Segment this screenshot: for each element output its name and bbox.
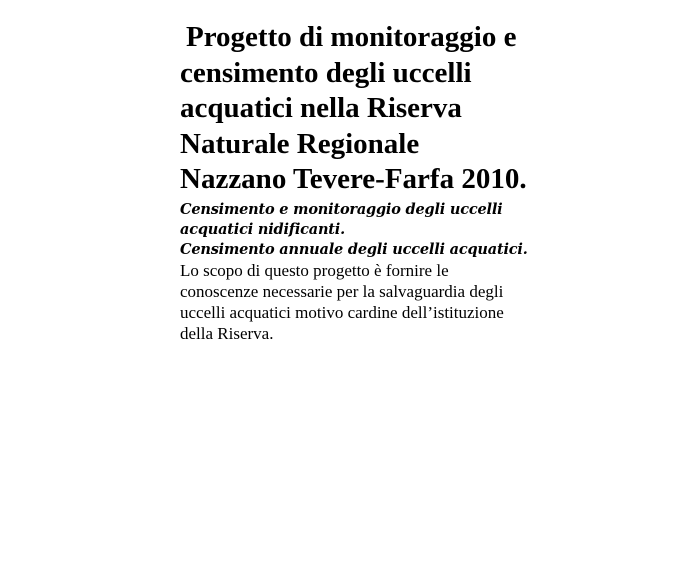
subtitle-block xyxy=(180,200,530,260)
subtitle-annual-census: Censimento annuale degli uccelli acquatici. xyxy=(180,240,528,258)
document-page xyxy=(180,20,530,344)
subtitle-nesting-census: Censimento e monitoraggio degli uccelli acquatici nidificanti. xyxy=(180,200,503,238)
page-title: Progetto di monitoraggio e censimento degli uccelli acquatici nella Riserva Naturale Regionale Nazzano Tevere-Farfa 2010. xyxy=(180,21,527,195)
project-description: Lo scopo di questo progetto è fornire le conoscenze necessarie per la salvaguardia degli uccelli acquatici motivo cardine dell’istituzione della Riserva. xyxy=(180,260,504,343)
